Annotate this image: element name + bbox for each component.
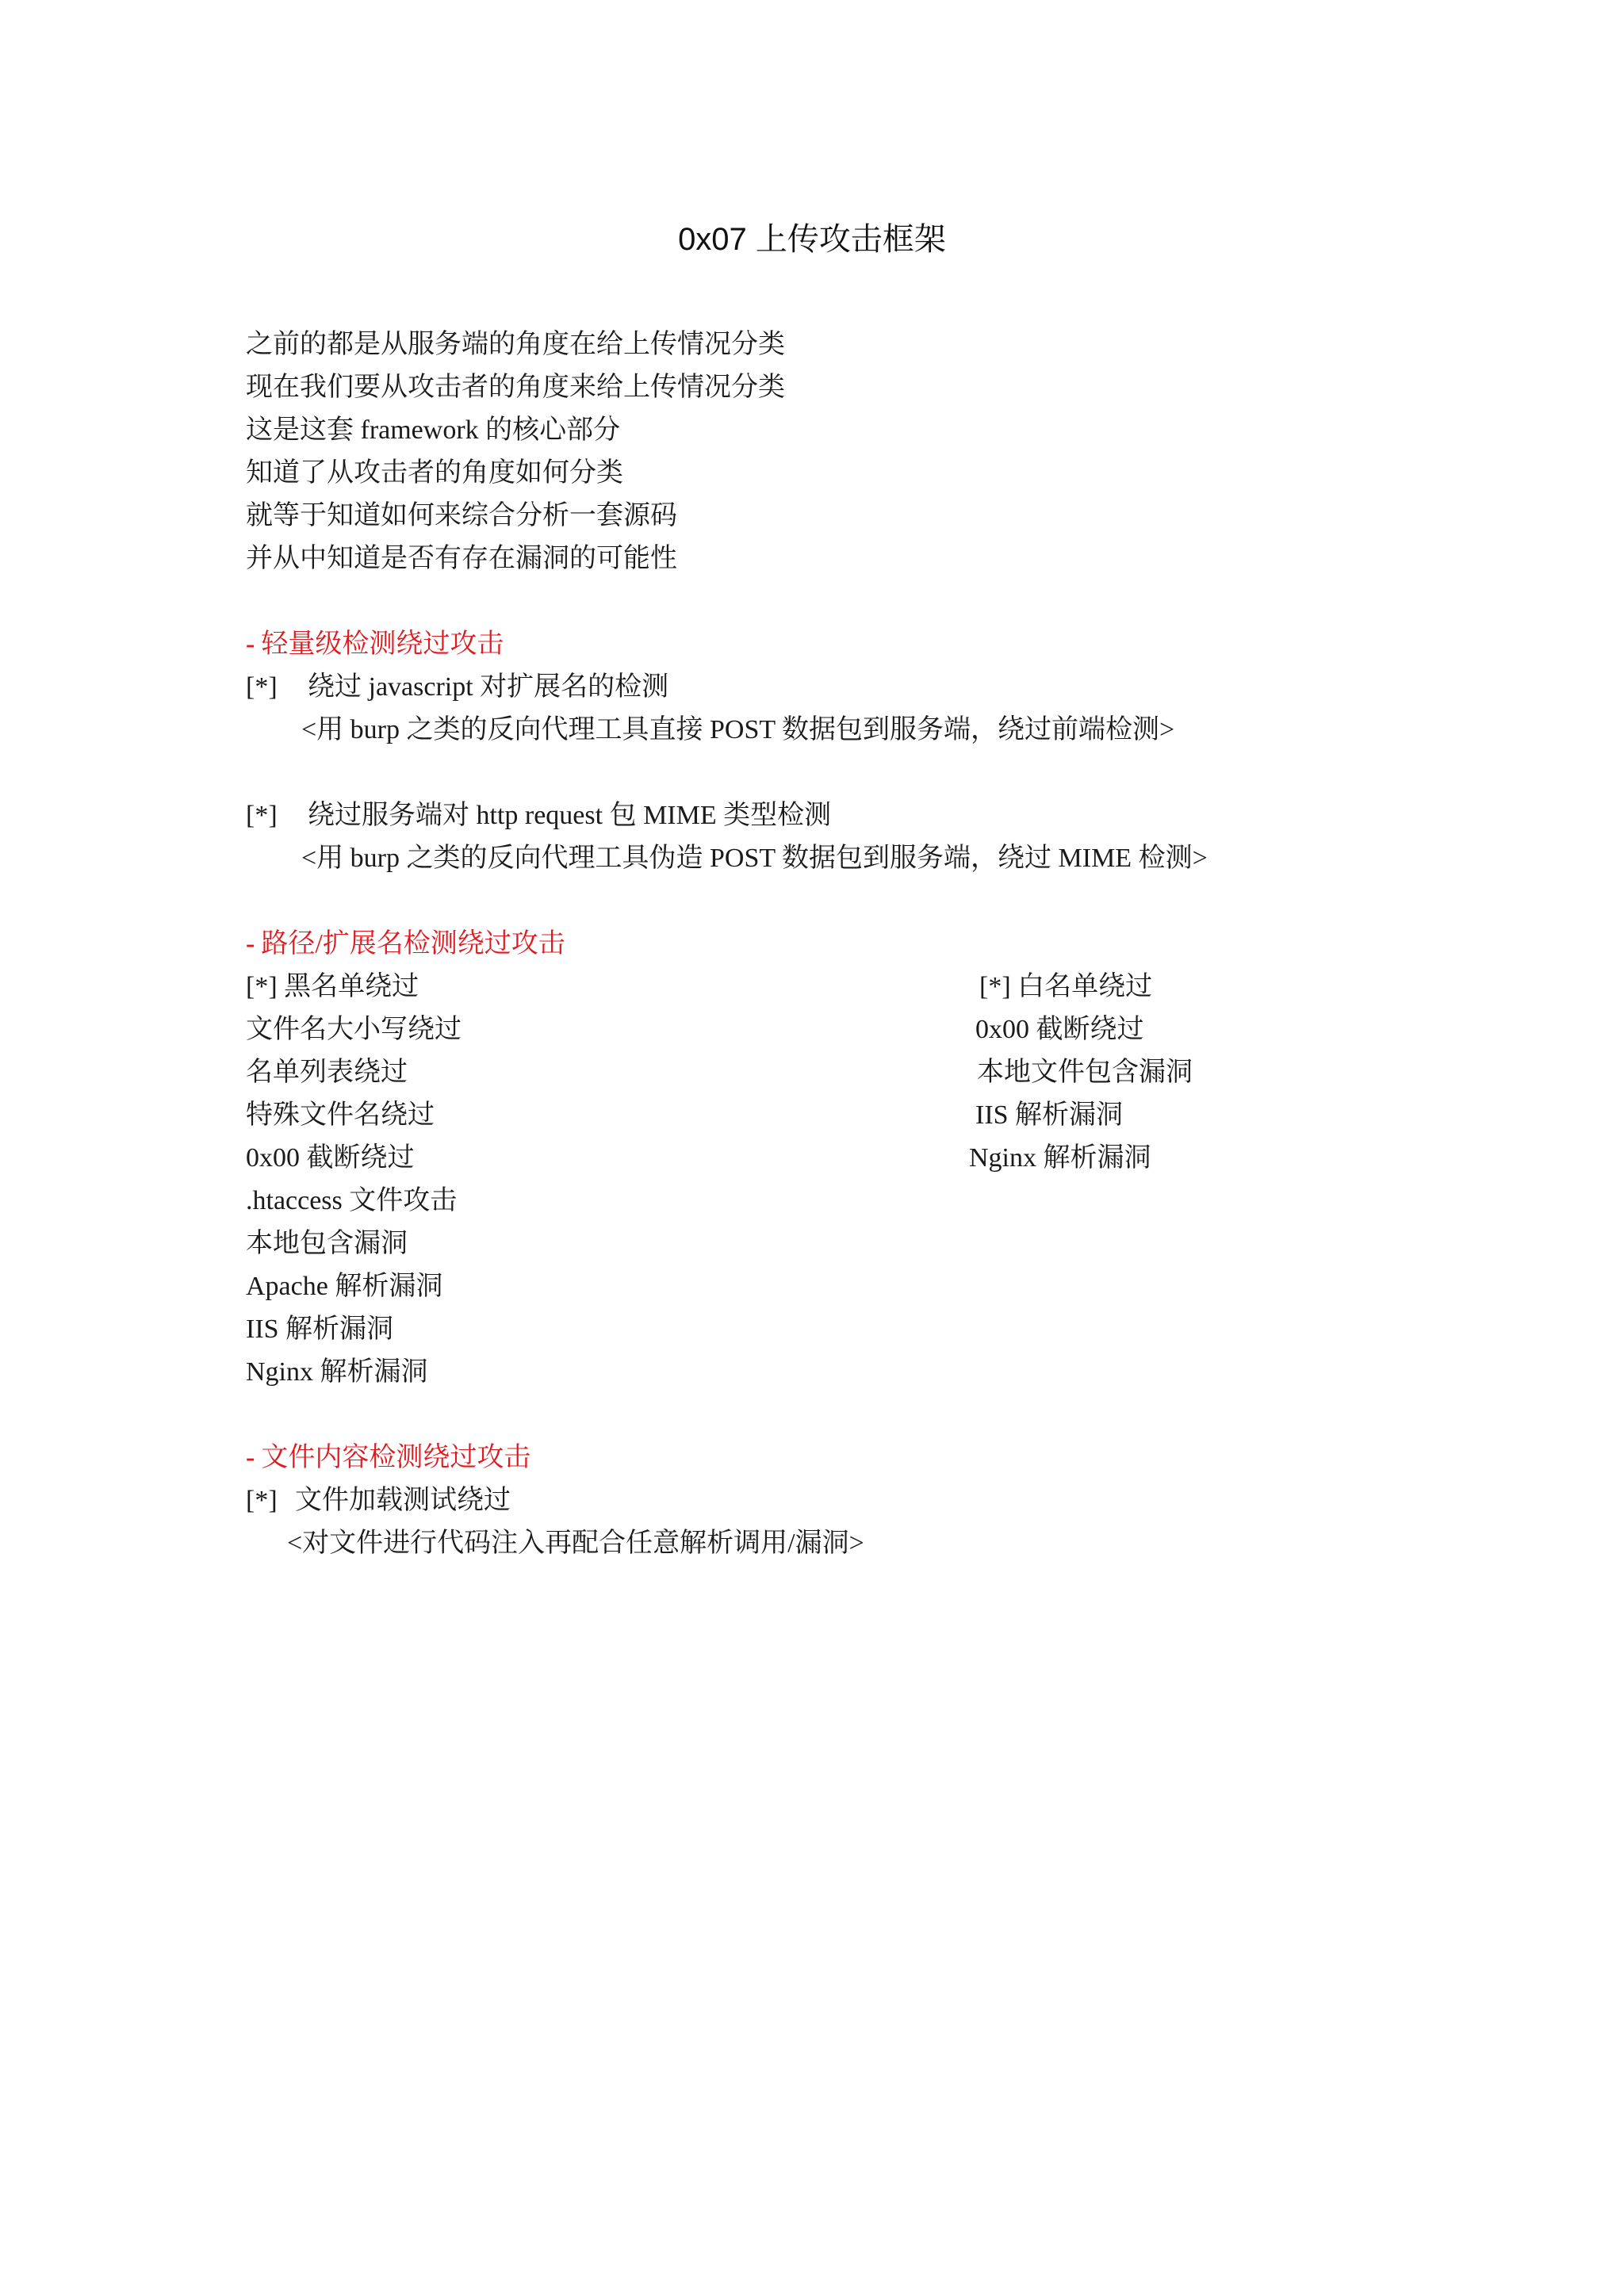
heading-text: 文件内容检测绕过攻击 [261, 1443, 531, 1472]
bullet-text: 绕过服务端对 http request 包 MIME 类型检测 [308, 801, 832, 830]
bullet-item [246, 1479, 1419, 1522]
section-lightweight-bypass [246, 623, 1419, 880]
heading-text: 路径/扩展名检测绕过攻击 [261, 929, 565, 959]
page-title: 0x07 上传攻击框架 [678, 222, 946, 257]
heading-text: 轻量级检测绕过攻击 [261, 629, 504, 659]
intro-line: 这是这套 framework 的核心部分 [246, 415, 621, 445]
intro-line: 之前的都是从服务端的角度在给上传情况分类 [246, 330, 785, 359]
heading-dash: - [246, 629, 255, 659]
whitelist-item: 0x00 截断绕过 [975, 1015, 1144, 1044]
whitelist-item: 本地文件包含漏洞 [977, 1058, 1193, 1087]
whitelist-item: Nginx 解析漏洞 [969, 1143, 1151, 1173]
bullet-text: 绕过 javascript 对扩展名的检测 [308, 672, 669, 702]
intro-line: 并从中知道是否有存在漏洞的可能性 [246, 544, 677, 573]
section-heading [246, 923, 1419, 966]
blacklist-item: 本地包含漏洞 [246, 1229, 408, 1258]
intro-line: 就等于知道如何来综合分析一套源码 [246, 501, 677, 530]
bullet-detail: <用 burp 之类的反向代理工具伪造 POST 数据包到服务端，绕过 MIME 检测> [301, 844, 1208, 873]
blacklist-item: 特殊文件名绕过 [246, 1100, 435, 1130]
bullet-marker: [*] [246, 801, 278, 830]
bullet-item [246, 666, 1419, 709]
blacklist-item: 文件名大小写绕过 [246, 1015, 462, 1044]
blacklist-item: .htaccess 文件攻击 [246, 1186, 458, 1215]
heading-dash: - [246, 929, 255, 959]
bullet-detail: <用 burp 之类的反向代理工具直接 POST 数据包到服务端，绕过前端检测> [301, 715, 1175, 744]
section-content-detection-bypass [246, 1437, 1419, 1565]
intro-line: 现在我们要从攻击者的角度来给上传情况分类 [246, 373, 785, 402]
blacklist-item: 名单列表绕过 [246, 1058, 408, 1087]
bullet-marker: [*] [246, 672, 278, 702]
section-path-extension-bypass [246, 923, 1419, 1394]
intro-line: 知道了从攻击者的角度如何分类 [246, 458, 623, 488]
blacklist-item: [*] 黑名单绕过 [246, 972, 419, 1001]
whitelist-item: [*] 白名单绕过 [979, 972, 1153, 1001]
blacklist-item: 0x00 截断绕过 [246, 1143, 415, 1173]
blacklist-item: IIS 解析漏洞 [246, 1314, 394, 1344]
bullet-item [246, 794, 1419, 837]
blacklist-item: Apache 解析漏洞 [246, 1272, 443, 1301]
section-heading [246, 1437, 1419, 1479]
blacklist-item: Nginx 解析漏洞 [246, 1357, 428, 1387]
whitelist-item: IIS 解析漏洞 [975, 1100, 1124, 1130]
bullet-text: 文件加载测试绕过 [295, 1486, 511, 1515]
heading-dash: - [246, 1443, 255, 1472]
intro-paragraph [246, 323, 1419, 580]
bullet-detail: <对文件进行代码注入再配合任意解析调用/漏洞> [287, 1529, 864, 1558]
section-heading [246, 623, 1419, 666]
two-column-list [246, 966, 1419, 1394]
document-body [246, 323, 1419, 1565]
bullet-marker: [*] [246, 1486, 278, 1515]
